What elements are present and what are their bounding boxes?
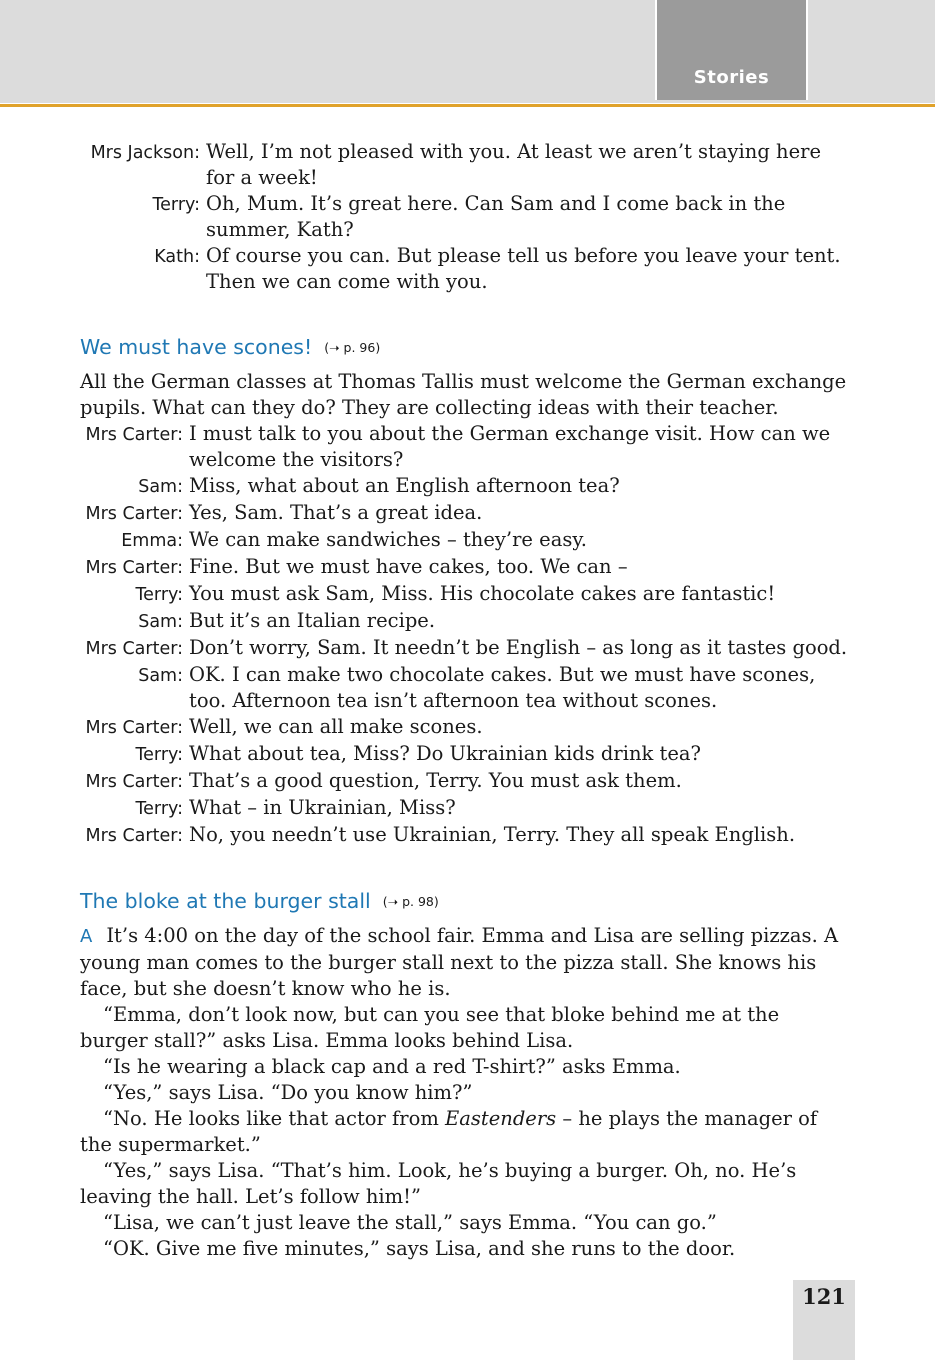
dialogue-speaker: Terry: [135, 799, 183, 819]
dialogue-line: Fine. But we must have cakes, too. We can – [189, 555, 628, 578]
dialogue-line: No, you needn’t use Ukrainian, Terry. They all speak English. [189, 823, 796, 846]
dialogue-line: That’s a good question, Terry. You must ask them. [189, 769, 682, 792]
dialogue-line: OK. I can make two chocolate cakes. But we must have scones, too. Afternoon tea isn’t afternoon tea without scones. [189, 663, 816, 712]
dialogue-speaker: Mrs Carter: [85, 718, 183, 738]
dialogue-speaker: Sam: [138, 477, 183, 497]
dialogue-speaker: Sam: [138, 612, 183, 632]
story-text: “No. He looks like that actor from [103, 1107, 446, 1130]
story-paragraph [80, 1106, 850, 1158]
intro-dialogue [80, 139, 850, 295]
dialogue-speaker: Mrs Carter: [85, 826, 183, 846]
dialogue-line: Miss, what about an English afternoon tea? [189, 474, 620, 497]
story-paragraph [80, 923, 850, 1002]
section-marker: A [80, 926, 93, 947]
story-paragraph: “Is he wearing a black cap and a red T-shirt?” asks Emma. [103, 1055, 681, 1078]
page-content [80, 139, 850, 1262]
dialogue-speaker: Terry: [152, 195, 200, 215]
dialogue-line: What about tea, Miss? Do Ukrainian kids drink tea? [189, 742, 701, 765]
story-title-text: We must have scones! [80, 335, 313, 359]
dialogue-line: Well, I’m not pleased with you. At least we aren’t staying here for a week! [206, 140, 821, 189]
page-reference: (➝ p. 98) [382, 894, 439, 909]
dialogue-line: We can make sandwiches – they’re easy. [189, 528, 587, 551]
scones-dialogue [80, 421, 850, 849]
dialogue-speaker: Mrs Jackson: [90, 143, 200, 163]
story-paragraph: “Emma, don’t look now, but can you see that bloke behind me at the burger stall?” asks Lisa. Emma looks behind Lisa. [80, 1003, 780, 1052]
dialogue-speaker: Kath: [154, 247, 200, 267]
dialogue-line: You must ask Sam, Miss. His chocolate cakes are fantastic! [189, 582, 776, 605]
story-paragraph: “Yes,” says Lisa. “Do you know him?” [103, 1081, 473, 1104]
story-title-burger [80, 887, 850, 916]
dialogue-speaker: Mrs Carter: [85, 425, 183, 445]
dialogue-speaker: Mrs Carter: [85, 504, 183, 524]
story-title-scones [80, 333, 850, 362]
show-title: Eastenders [445, 1107, 557, 1130]
story-paragraph: “Yes,” says Lisa. “That’s him. Look, he’s buying a burger. Oh, no. He’s leaving the hall. Let’s follow him!” [80, 1159, 797, 1208]
dialogue-speaker: Sam: [138, 666, 183, 686]
section-tab [655, 0, 808, 100]
dialogue-line: Well, we can all make scones. [189, 715, 483, 738]
dialogue-speaker: Mrs Carter: [85, 639, 183, 659]
dialogue-speaker: Terry: [135, 585, 183, 605]
dialogue-line: Yes, Sam. That’s a great idea. [189, 501, 483, 524]
header-rule [0, 104, 935, 107]
dialogue-line: What – in Ukrainian, Miss? [189, 796, 456, 819]
story-text: – he plays the manager of the supermarket.” [80, 1107, 818, 1156]
section-tab-label: Stories [693, 67, 770, 88]
dialogue-line: Of course you can. But please tell us before you leave your tent. Then we can come with you. [206, 244, 841, 293]
dialogue-line: But it’s an Italian recipe. [189, 609, 436, 632]
dialogue-line: Oh, Mum. It’s great here. Can Sam and I come back in the summer, Kath? [206, 192, 786, 241]
story-intro: All the German classes at Thomas Tallis must welcome the German exchange pupils. What can they do? They are collecting ideas with their teacher. [80, 370, 847, 419]
dialogue-line: Don’t worry, Sam. It needn’t be English – as long as it tastes good. [189, 636, 848, 659]
dialogue-line: I must talk to you about the German exchange visit. How can we welcome the visitors? [189, 422, 831, 471]
story-title-text: The bloke at the burger stall [80, 889, 371, 913]
page-reference: (➝ p. 96) [324, 340, 381, 355]
page-number: 121 [802, 1284, 846, 1309]
story-paragraph: “Lisa, we can’t just leave the stall,” says Emma. “You can go.” [103, 1211, 717, 1234]
story-paragraph: “OK. Give me five minutes,” says Lisa, and she runs to the door. [103, 1237, 736, 1260]
dialogue-speaker: Mrs Carter: [85, 558, 183, 578]
page-number-box [793, 1280, 855, 1360]
dialogue-speaker: Mrs Carter: [85, 772, 183, 792]
dialogue-speaker: Emma: [121, 531, 183, 551]
dialogue-speaker: Terry: [135, 745, 183, 765]
story-paragraph-text: It’s 4:00 on the day of the school fair. Emma and Lisa are selling pizzas. A young man comes to the burger stall next to the pizza stall. She knows his face, but she doesn’t know who he is. [80, 924, 839, 1000]
